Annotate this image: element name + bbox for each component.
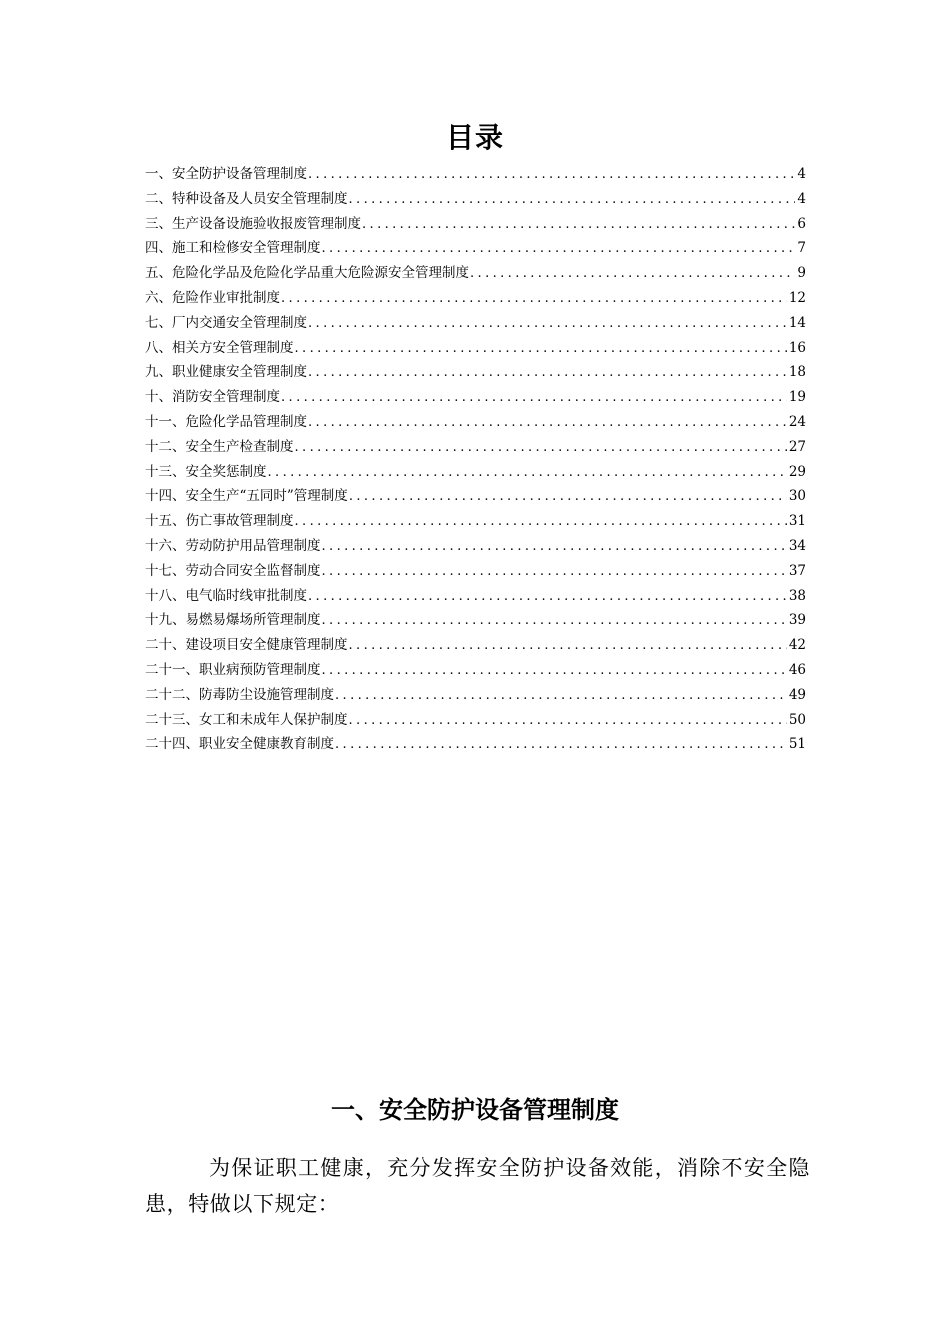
toc-dot-leader	[349, 485, 787, 509]
toc-dot-leader	[308, 411, 787, 435]
toc-entry-title: 七、厂内交通安全管理制度	[145, 314, 307, 331]
toc-entry-page-number: 51	[788, 736, 806, 753]
toc-entry[interactable]	[145, 286, 806, 311]
toc-entry-title: 十一、危险化学品管理制度	[145, 413, 307, 430]
toc-entry-page-number: 19	[788, 389, 806, 406]
toc-entry[interactable]	[145, 435, 806, 460]
toc-entry-page-number: 4	[797, 166, 806, 182]
toc-dot-leader	[308, 163, 795, 187]
toc-entry-title: 二十四、职业安全健康教育制度	[145, 736, 334, 753]
toc-entry-title: 十三、安全奖惩制度	[145, 463, 267, 480]
toc-entry-page-number: 42	[788, 637, 806, 654]
toc-entry-title: 九、职业健康安全管理制度	[145, 364, 307, 381]
toc-dot-leader	[281, 287, 787, 311]
toc-entry-page-number: 31	[788, 513, 806, 530]
toc-entry[interactable]	[145, 311, 806, 336]
toc-entry-title: 十七、劳动合同安全监督制度	[145, 562, 321, 579]
toc-entry-page-number: 49	[788, 686, 806, 703]
toc-entry-page-number: 30	[788, 488, 806, 505]
toc-dot-leader	[470, 262, 795, 286]
toc-entry-page-number: 38	[788, 587, 806, 604]
toc-entry[interactable]	[145, 460, 806, 485]
toc-title: 目录	[445, 121, 504, 154]
toc-entry-page-number: 6	[797, 215, 806, 232]
toc-dot-leader	[322, 659, 787, 683]
toc-entry[interactable]	[145, 509, 806, 534]
toc-entry[interactable]	[145, 212, 806, 237]
toc-entry-title: 六、危险作业审批制度	[145, 289, 280, 306]
toc-dot-leader	[281, 386, 787, 410]
toc-entry[interactable]	[145, 162, 806, 187]
toc-entry[interactable]	[145, 732, 806, 757]
toc-entry-page-number: 29	[788, 463, 806, 480]
toc-entry[interactable]	[145, 261, 806, 286]
toc-entry[interactable]	[145, 608, 806, 633]
toc-entry-title: 十五、伤亡事故管理制度	[145, 513, 294, 530]
toc-dot-leader	[308, 361, 787, 385]
toc-entry-title: 十八、电气临时线审批制度	[145, 587, 307, 604]
table-of-contents	[145, 162, 806, 757]
toc-entry-title: 二十三、女工和未成年人保护制度	[145, 711, 348, 728]
toc-entry-page-number: 39	[788, 612, 806, 629]
toc-entry-page-number: 16	[788, 339, 806, 356]
toc-entry-title: 三、生产设备设施验收报废管理制度	[145, 215, 361, 232]
toc-entry-title: 二十二、防毒防尘设施管理制度	[145, 686, 334, 703]
toc-dot-leader	[349, 188, 796, 212]
toc-entry-page-number: 4	[797, 190, 806, 207]
toc-dot-leader	[268, 461, 787, 485]
toc-dot-leader	[322, 237, 796, 261]
toc-dot-leader	[295, 510, 787, 534]
toc-entry-page-number: 46	[788, 661, 806, 678]
toc-entry-page-number: 24	[788, 413, 806, 430]
toc-entry-page-number: 12	[788, 289, 806, 306]
toc-entry-page-number: 50	[788, 711, 806, 728]
toc-entry-title: 五、危险化学品及危险化学品重大危险源安全管理制度	[145, 265, 469, 282]
toc-entry-title: 二十一、职业病预防管理制度	[145, 661, 321, 678]
toc-entry-title: 十四、安全生产“五同时”管理制度	[145, 488, 348, 505]
toc-dot-leader	[349, 634, 787, 658]
toc-entry[interactable]	[145, 410, 806, 435]
toc-entry[interactable]	[145, 559, 806, 584]
toc-entry[interactable]	[145, 187, 806, 212]
toc-dot-leader	[335, 733, 787, 757]
toc-entry[interactable]	[145, 584, 806, 609]
toc-dot-leader	[308, 585, 787, 609]
toc-entry[interactable]	[145, 708, 806, 733]
toc-dot-leader	[295, 436, 787, 460]
toc-dot-leader	[349, 709, 787, 733]
toc-entry[interactable]	[145, 236, 806, 261]
toc-dot-leader	[308, 312, 787, 336]
toc-dot-leader	[362, 213, 795, 237]
toc-entry-page-number: 14	[788, 314, 806, 331]
toc-entry[interactable]	[145, 385, 806, 410]
toc-entry[interactable]	[145, 683, 806, 708]
toc-entry-page-number: 9	[797, 265, 806, 282]
toc-entry-page-number: 7	[797, 240, 806, 257]
section-heading: 一、安全防护设备管理制度	[331, 1096, 619, 1124]
toc-dot-leader	[295, 337, 787, 361]
toc-entry-title: 十六、劳动防护用品管理制度	[145, 537, 321, 554]
toc-entry-title: 八、相关方安全管理制度	[145, 339, 294, 356]
toc-entry[interactable]	[145, 658, 806, 683]
toc-entry-page-number: 18	[788, 364, 806, 381]
toc-entry-title: 四、施工和检修安全管理制度	[145, 240, 321, 257]
toc-dot-leader	[335, 684, 787, 708]
toc-dot-leader	[322, 560, 787, 584]
toc-entry[interactable]	[145, 534, 806, 559]
toc-entry-page-number: 27	[788, 438, 806, 455]
toc-dot-leader	[322, 609, 787, 633]
toc-entry-page-number: 34	[788, 537, 806, 554]
toc-entry[interactable]	[145, 633, 806, 658]
toc-entry-title: 十、消防安全管理制度	[145, 389, 280, 406]
toc-entry-title: 十九、易燃易爆场所管理制度	[145, 612, 321, 629]
toc-entry[interactable]	[145, 336, 806, 361]
toc-entry-title: 十二、安全生产检查制度	[145, 438, 294, 455]
toc-entry-page-number: 37	[788, 562, 806, 579]
toc-dot-leader	[322, 535, 787, 559]
toc-entry[interactable]	[145, 360, 806, 385]
toc-entry-title: 二十、建设项目安全健康管理制度	[145, 637, 348, 654]
toc-entry[interactable]	[145, 484, 806, 509]
section-body-paragraph: 为保证职工健康，充分发挥安全防护设备效能，消除不安全隐患，特做以下规定：	[145, 1156, 810, 1216]
toc-entry-title: 一、安全防护设备管理制度	[145, 166, 307, 182]
toc-entry-title: 二、特种设备及人员安全管理制度	[145, 190, 348, 207]
